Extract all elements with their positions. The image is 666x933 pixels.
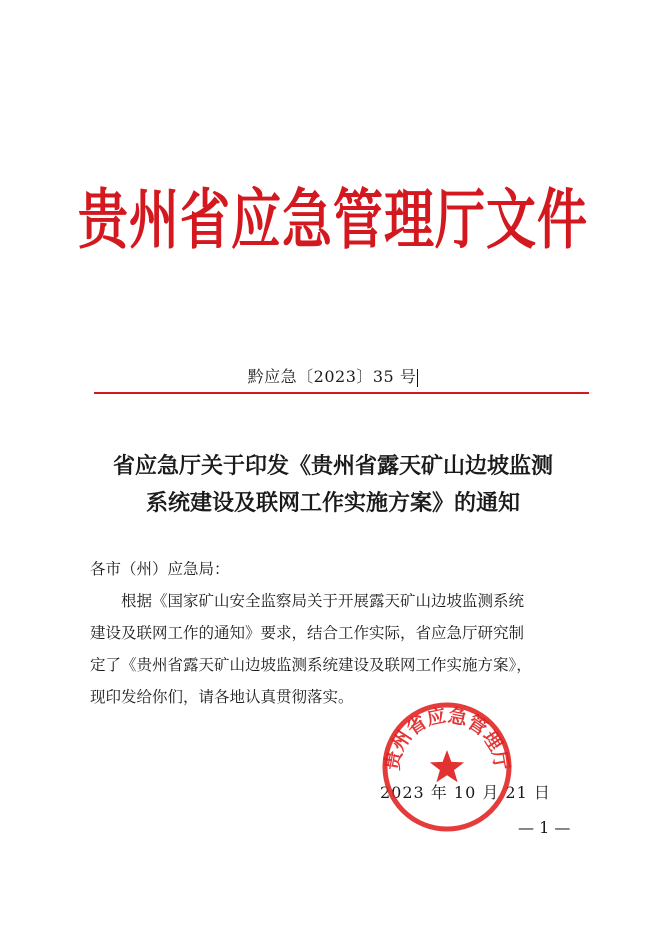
document-number xyxy=(0,364,666,387)
document-masthead: 贵州省应急管理厅文件 xyxy=(78,181,588,258)
seal-text: 贵州省应急管理厅 xyxy=(381,704,513,772)
body-line-2: 建设及联网工作的通知》要求，结合工作实际，省应急厅研究制 xyxy=(90,624,525,642)
red-separator-line xyxy=(94,392,589,394)
text-cursor xyxy=(417,369,418,387)
body-line-4: 现印发给你们，请各地认真贯彻落实。 xyxy=(90,688,354,706)
page-number: — 1 — xyxy=(518,818,571,837)
notice-body xyxy=(90,553,600,713)
notice-title-line-2: 系统建设及联网工作实施方案》的通知 xyxy=(145,490,520,516)
document-number-text: 黔应急〔2023〕35 号 xyxy=(247,367,417,386)
body-line-1: 根据《国家矿山安全监察局关于开展露天矿山边坡监测系统 xyxy=(121,592,525,610)
seal-star-icon xyxy=(430,750,464,782)
body-line-3: 定了《贵州省露天矿山边坡监测系统建设及联网工作实施方案》， xyxy=(90,656,532,674)
notice-title-line-1: 省应急厅关于印发《贵州省露天矿山边坡监测 xyxy=(112,453,553,479)
addressee: 各市（州）应急局： xyxy=(90,560,230,578)
issue-date: 2023 年 10 月 21 日 xyxy=(380,783,551,802)
official-seal xyxy=(380,700,514,834)
notice-title xyxy=(60,448,606,522)
